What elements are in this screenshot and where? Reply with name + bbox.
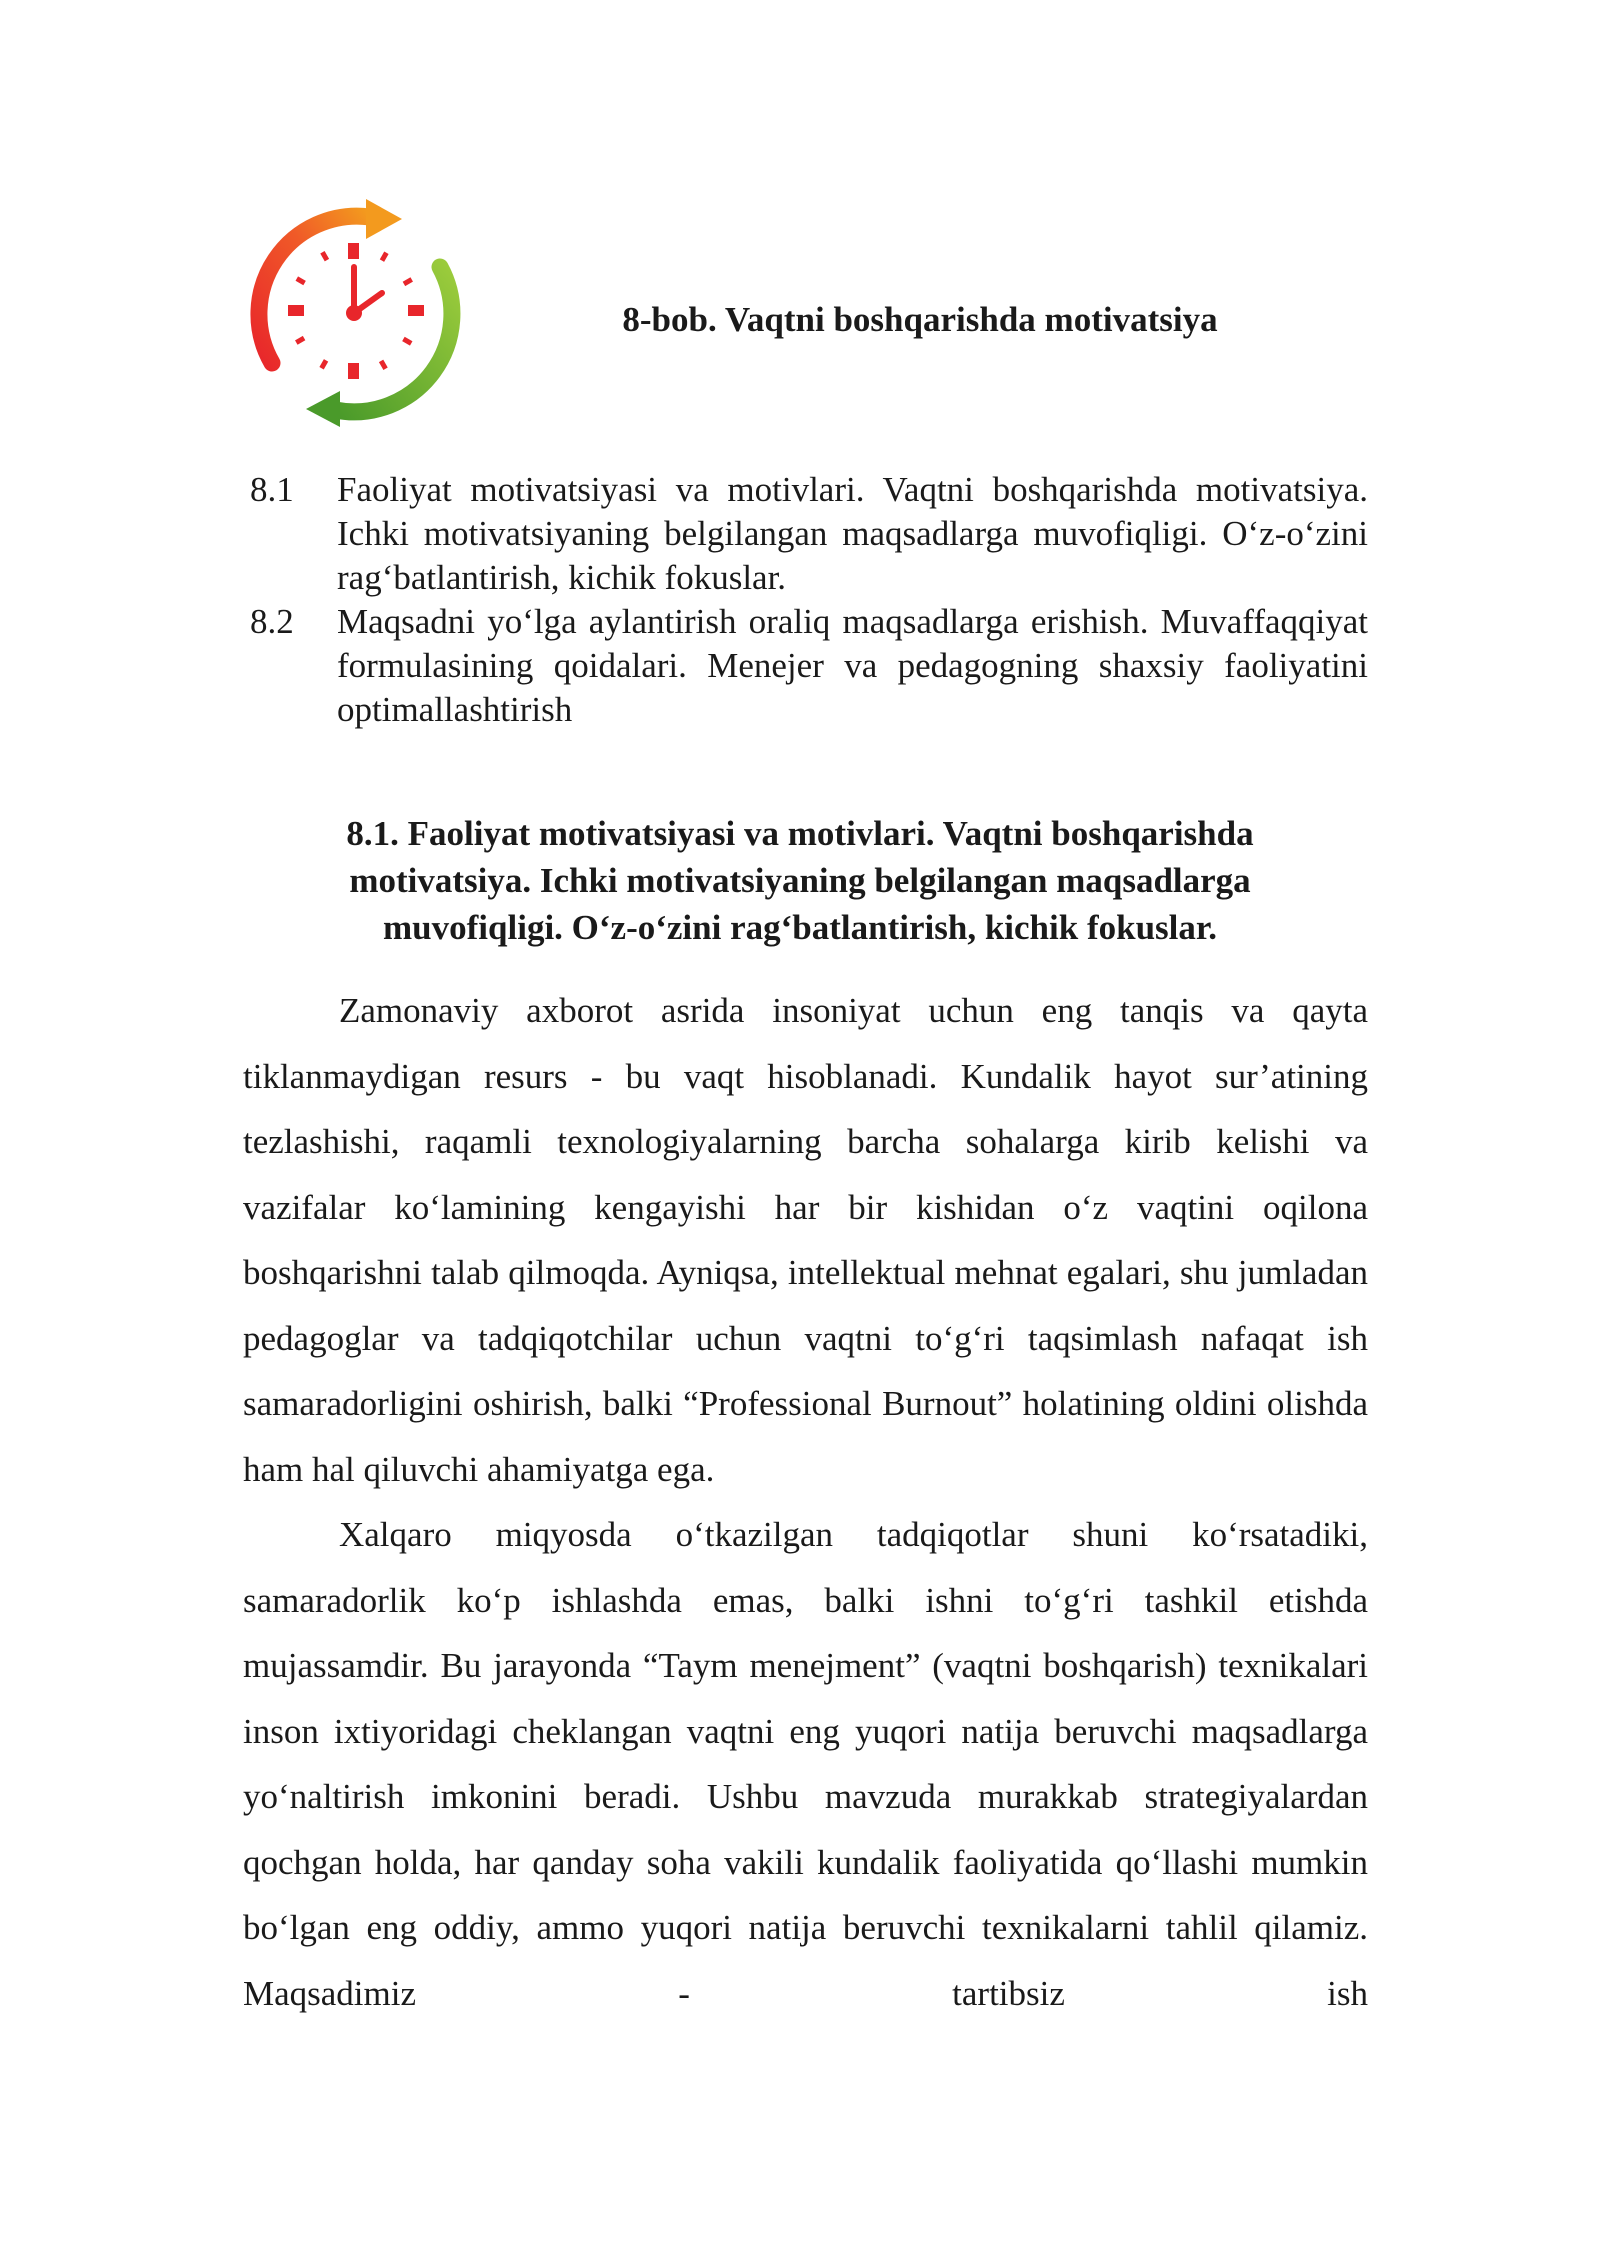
chapter-title: 8-bob. Vaqtni boshqarishda motivatsiya (622, 300, 1218, 339)
toc-item (250, 600, 1368, 732)
body-text (243, 978, 1368, 2026)
table-of-contents (250, 468, 1368, 732)
section-heading: 8.1. Faoliyat motivatsiyasi va motivlari. Vaqtni boshqarishda motivatsiya. Ichki motivatsiyaning belgilangan maqsadlarga muvofiqligi. O‘z-o‘zini rag‘batlantirish, kichik fokuslar. (346, 814, 1254, 947)
paragraph: Zamonaviy axborot asrida insoniyat uchun eng tanqis va qayta tiklanmaydigan resurs - bu vaqt hisoblanadi. Kundalik hayot sur’atining tezlashishi, raqamli texnologiyalarning barcha sohalarga kirib kelishi va vazifalar ko‘lamining kengayishi har bir kishidan o‘z vaqtini oqilona boshqarishni talab qilmoqda. Ayniqsa, intellektual mehnat egalari, shu jumladan pedagoglar va tadqiqotchilar uchun vaqtni to‘g‘ri taqsimlash nafaqat ish samaradorligini oshirish, balki “Professional Burnout” holatining oldini olishda ham hal qiluvchi ahamiyatga ega. (243, 991, 1368, 1489)
paragraph: Xalqaro miqyosda o‘tkazilgan tadqiqotlar shuni ko‘rsatadiki, samaradorlik ko‘p ishlashda emas, balki ishni to‘g‘ri tashkil etishda mujassamdir. Bu jarayonda “Taym menejment” (vaqtni boshqarish) texnikalari inson ixtiyoridagi cheklangan vaqtni eng yuqori natija beruvchi maqsadlarga yo‘naltirish imkonini beradi. Ushbu mavzuda murakkab strategiyalardan qochgan holda, har qanday soha vakili kundalik faoliyatida qo‘llashi mumkin bo‘lgan eng oddiy, ammo yuqori natija beruvchi texnikalarni tahlil qilamiz. Maqsadimiz - tartibsiz ish (243, 1515, 1368, 2013)
toc-item (250, 468, 1368, 600)
toc-item-number: 8.1 (250, 470, 294, 509)
toc-item-text: Faoliyat motivatsiyasi va motivlari. Vaqtni boshqarishda motivatsiya. Ichki motivatsiyaning belgilangan maqsadlarga muvofiqligi. O‘z-o‘zini rag‘batlantirish, kichik fokuslar. (337, 470, 1368, 597)
toc-item-number: 8.2 (250, 602, 294, 641)
toc-item-text: Maqsadni yo‘lga aylantirish oraliq maqsadlarga erishish. Muvaffaqqiyat formulasining qoidalari. Menejer va pedagogning shaxsiy faoliyatini optimallashtirish (337, 602, 1368, 729)
clock-cycle-icon (240, 195, 475, 430)
